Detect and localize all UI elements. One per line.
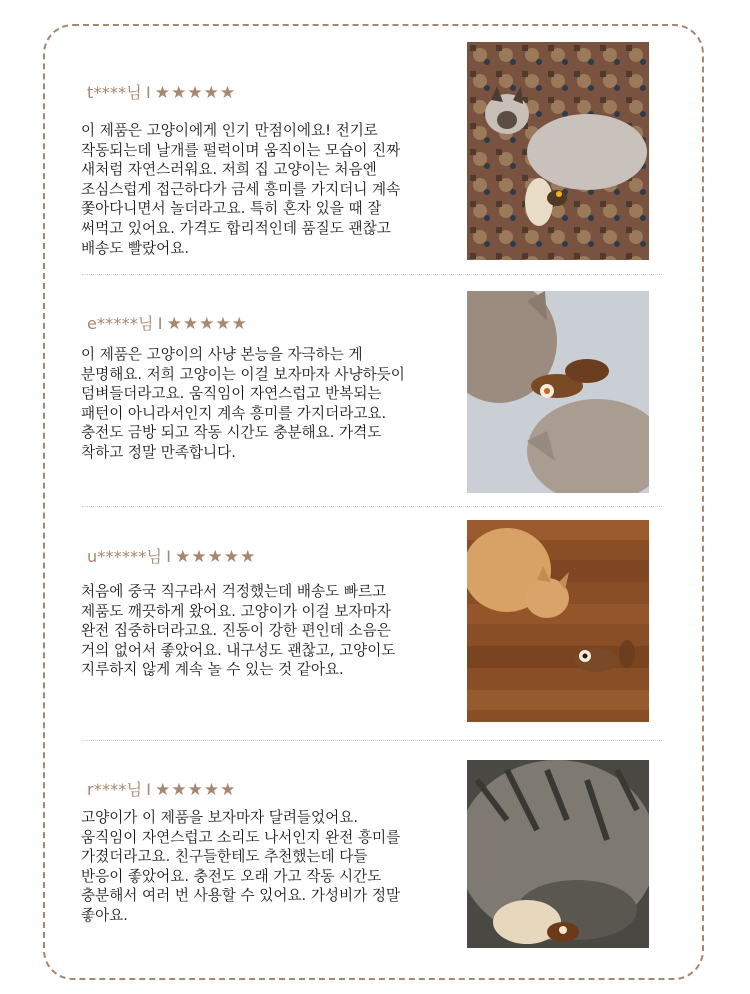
header-separator: I bbox=[166, 547, 172, 566]
review-photo bbox=[467, 760, 649, 948]
review-text: 고양이가 이 제품을 보자마자 달려들었어요. 움직임이 자연스럽고 소리도 나서인지 완전 흥미를 가졌더라고요. 친구들한테도 추천했는데 다들 반응이 좋았어요. 충전도 오래 가고 작동 시간도 충분해서 여러 번 사용할 수 있어요. 가성비가 정말 좋아요. bbox=[81, 809, 401, 924]
review-divider bbox=[82, 506, 662, 507]
header-separator: I bbox=[145, 83, 151, 102]
review-photo bbox=[467, 42, 649, 260]
review-photo bbox=[467, 520, 649, 722]
review-text: 처음에 중국 직구라서 걱정했는데 배송도 빠르고 제품도 깨끗하게 왔어요. 고양이가 이걸 보자마자 완전 집중하더라고요. 진동이 강한 편인데 소음은 거의 없어서 좋았어요. 내구성도 괜찮고, 고양이도 지루하지 않게 계속 놀 수 있는 것 같아요. bbox=[81, 583, 396, 679]
rating-stars: ★★★★★ bbox=[166, 314, 248, 334]
review-divider bbox=[82, 274, 662, 275]
reviewer-name: e*****님 bbox=[87, 314, 154, 333]
review-photo bbox=[467, 291, 649, 493]
review-divider bbox=[82, 740, 662, 741]
reviewer-name: u******님 bbox=[87, 547, 163, 566]
reviewer-name: r****님 bbox=[87, 780, 143, 799]
rating-stars: ★★★★★ bbox=[154, 83, 237, 103]
rating-stars: ★★★★★ bbox=[155, 780, 237, 800]
header-separator: I bbox=[146, 780, 152, 799]
review-header bbox=[87, 544, 256, 567]
review-text: 이 제품은 고양이의 사냥 본능을 자극하는 게 분명해요. 저희 고양이는 이걸 보자마자 사냥하듯이 덤벼들더라고요. 움직임이 자연스럽고 반복되는 패턴이 아니라서인지 계속 흥미를 가지더라고요. 충전도 금방 되고 작동 시간도 충분해요. 가격도 착하고 정말 만족합니다. bbox=[81, 346, 405, 461]
header-separator: I bbox=[157, 314, 163, 333]
reviewer-name: t****님 bbox=[87, 83, 142, 102]
review-header bbox=[87, 80, 236, 103]
rating-stars: ★★★★★ bbox=[175, 547, 257, 567]
review-header bbox=[87, 777, 236, 800]
review-text: 이 제품은 고양이에게 인기 만점이에요! 전기로 작동되는데 날개를 펄럭이며 움직이는 모습이 진짜 새처럼 자연스러워요. 저희 집 고양이는 처음엔 조심스럽게 접근하다가 금세 흥미를 가지더니 계속 쫓아다니면서 놀더라고요. 특히 혼자 있을 때 잘 써먹고 있어요. 가격도 합리적인데 품질도 괜찮고 배송도 빨랐어요. bbox=[81, 122, 401, 257]
review-header bbox=[87, 311, 248, 334]
